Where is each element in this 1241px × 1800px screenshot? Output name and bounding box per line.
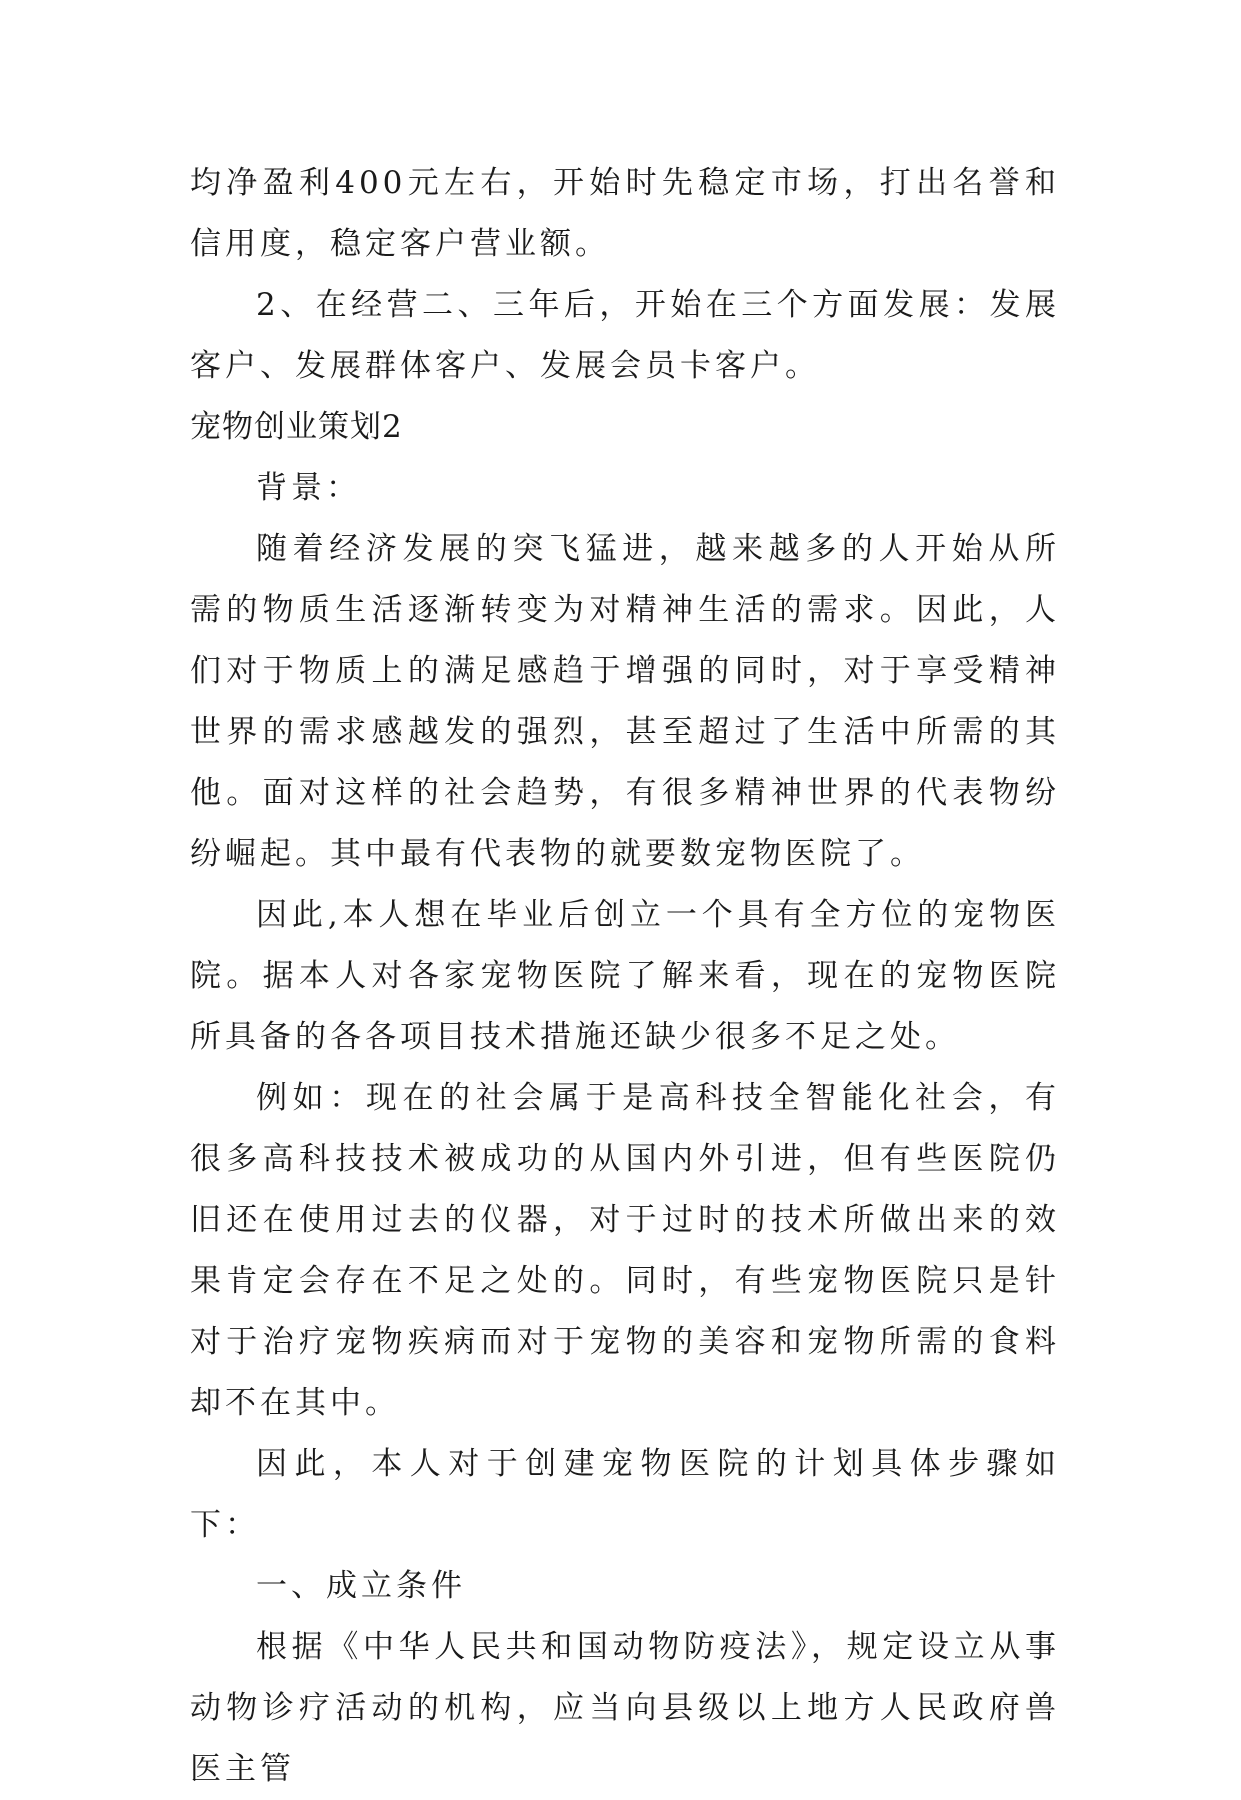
paragraph-profit: 均净盈利400元左右，开始时先稳定市场，打出名誉和信用度，稳定客户营业额。 — [190, 165, 1060, 262]
subheading-conditions: 一、成立条件 — [256, 1568, 466, 1604]
paragraph-development: 2、在经营二、三年后，开始在三个方面发展：发展客户、发展群体客户、发展会员卡客户。 — [190, 287, 1060, 384]
paragraph-example: 例如：现在的社会属于是高科技全智能化社会，有很多高科技技术被成功的从国内外引进，但有些医院仍旧还在使用过去的仪器，对于过时的技术所做出来的效果肯定会存在不足之处的。同时，有些宠物医院只是针对于治疗宠物疾病而对于宠物的美容和宠物所需的食料却不在其中。 — [190, 1080, 1060, 1421]
background-label: 背景： — [256, 470, 361, 506]
paragraph-background: 随着经济发展的突飞猛进，越来越多的人开始从所需的物质生活逐渐转变为对精神生活的需求。因此，人们对于物质上的满足感趋于增强的同时，对于享受精神世界的需求感越发的强烈，甚至超过了生活中所需的其他。面对这样的社会趋势，有很多精神世界的代表物纷纷崛起。其中最有代表物的就要数宠物医院了。 — [190, 531, 1060, 872]
paragraph-plan-intro: 因此,本人想在毕业后创立一个具有全方位的宠物医院。据本人对各家宠物医院了解来看，现在的宠物医院所具备的各各项目技术措施还缺少很多不足之处。 — [190, 897, 1060, 1055]
paragraph-law: 根据《中华人民共和国动物防疫法》，规定设立从事动物诊疗活动的机构，应当向县级以上地方人民政府兽医主管 — [190, 1629, 1060, 1787]
paragraph-steps-intro: 因此，本人对于创建宠物医院的计划具体步骤如下： — [190, 1446, 1060, 1543]
section-title: 宠物创业策划2 — [190, 409, 403, 445]
document-body — [190, 153, 1060, 1800]
